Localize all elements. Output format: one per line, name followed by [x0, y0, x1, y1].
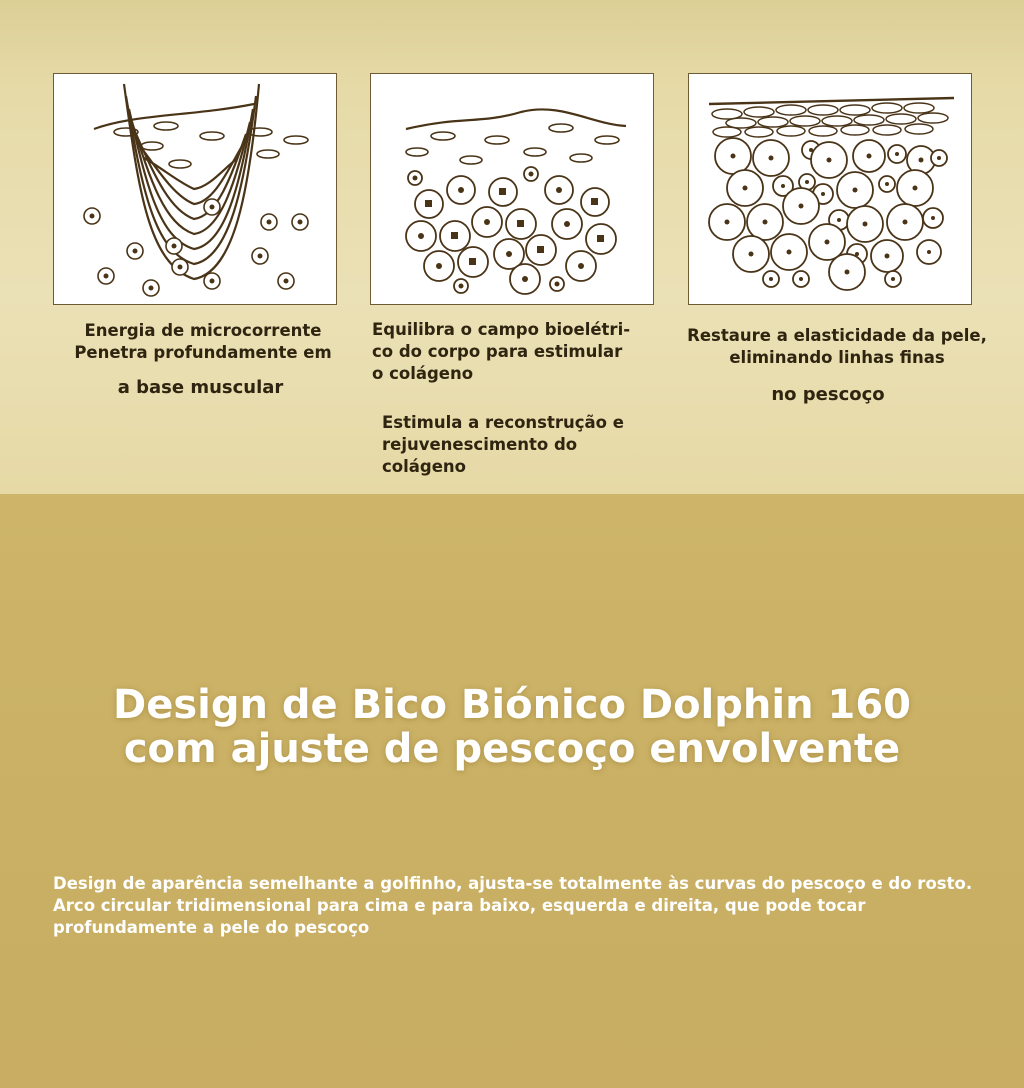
panel-1-caption-emphasis: a base muscular [117, 377, 284, 398]
panel-2-caption-extra: Estimula a reconstrução e rejuvenescimento do colágeno [382, 413, 624, 476]
epidermis-cells [406, 124, 619, 164]
collagen-stimulation-illustration [370, 73, 654, 305]
panel-3-caption-emphasis: no pescoço [771, 384, 885, 405]
restored-elasticity-illustration [688, 73, 972, 305]
panel-3-caption: Restaure a elasticidade da pele, eliminando linhas finas [687, 326, 987, 367]
collagen-cells [406, 167, 616, 294]
product-design-title: Design de Bico Biónico Dolphin 160 com ajuste de pescoço envolvente [113, 682, 911, 772]
skin-layers-penetration-graphic [54, 74, 338, 306]
epidermis-cells [114, 122, 308, 168]
collagen-cells-graphic [371, 74, 655, 306]
panel-1-caption: Energia de microcorrente Penetra profundamente em [74, 321, 332, 362]
current-arc-2 [126, 96, 256, 264]
skin-surface-line [406, 109, 626, 129]
panel-2-caption: Equilibra o campo bioelétri- co do corpo para estimular o colágeno [372, 320, 631, 383]
product-design-description: Design de aparência semelhante a golfinho, ajusta-se totalmente às curvas do pescoço e do rosto. Arco circular tridimensional para cima e para baixo, esquerda e direita, que pode tocar profundamente a pele do pescoço [53, 874, 973, 937]
microcurrent-penetration-illustration [53, 73, 337, 305]
dense-cells-graphic [689, 74, 973, 306]
bottom-section [0, 494, 1024, 1088]
tight-epidermis-cells [712, 103, 948, 137]
skin-surface-line [94, 104, 254, 129]
